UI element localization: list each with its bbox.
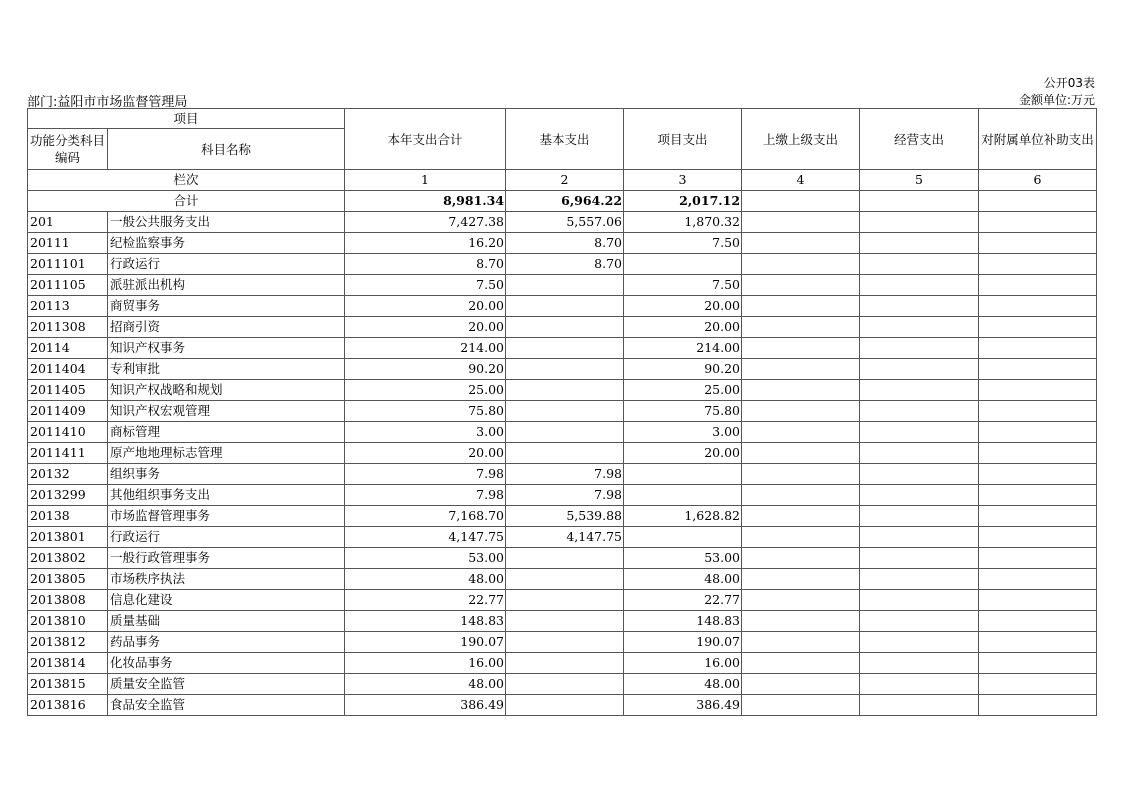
row-upper — [742, 548, 860, 569]
row-project: 90.20 — [624, 359, 742, 380]
row-name: 质量基础 — [108, 611, 345, 632]
row-basic — [506, 653, 624, 674]
row-name: 商标管理 — [108, 422, 345, 443]
row-business — [860, 254, 979, 275]
row-total: 16.20 — [345, 233, 506, 254]
row-subsidy — [979, 233, 1097, 254]
column-index-1: 1 — [345, 170, 506, 191]
row-subsidy — [979, 548, 1097, 569]
column-index-label: 栏次 — [28, 170, 345, 191]
row-name: 化妆品事务 — [108, 653, 345, 674]
row-basic: 7.98 — [506, 485, 624, 506]
row-basic — [506, 548, 624, 569]
table-row — [28, 590, 1097, 611]
row-total: 7.98 — [345, 485, 506, 506]
table-row — [28, 296, 1097, 317]
total-subsidy — [979, 191, 1097, 212]
row-basic — [506, 338, 624, 359]
row-total: 20.00 — [345, 443, 506, 464]
row-basic — [506, 317, 624, 338]
row-code: 2013802 — [28, 548, 108, 569]
row-name: 食品安全监管 — [108, 695, 345, 716]
row-upper — [742, 506, 860, 527]
table-row — [28, 443, 1097, 464]
row-business — [860, 653, 979, 674]
row-upper — [742, 233, 860, 254]
column-index-3: 3 — [624, 170, 742, 191]
row-total: 25.00 — [345, 380, 506, 401]
column-index-2: 2 — [506, 170, 624, 191]
table-row — [28, 233, 1097, 254]
table-row — [28, 317, 1097, 338]
row-total: 22.77 — [345, 590, 506, 611]
row-project: 214.00 — [624, 338, 742, 359]
column-index-6: 6 — [979, 170, 1097, 191]
row-project — [624, 527, 742, 548]
row-project: 3.00 — [624, 422, 742, 443]
row-name: 药品事务 — [108, 632, 345, 653]
row-upper — [742, 527, 860, 548]
row-code: 20111 — [28, 233, 108, 254]
total-business — [860, 191, 979, 212]
total-project: 2,017.12 — [624, 191, 742, 212]
row-subsidy — [979, 338, 1097, 359]
row-basic — [506, 695, 624, 716]
row-code: 2013812 — [28, 632, 108, 653]
row-name: 商贸事务 — [108, 296, 345, 317]
row-name: 行政运行 — [108, 254, 345, 275]
row-code: 2011105 — [28, 275, 108, 296]
row-project: 25.00 — [624, 380, 742, 401]
row-basic — [506, 674, 624, 695]
row-code: 2013299 — [28, 485, 108, 506]
row-project: 7.50 — [624, 233, 742, 254]
row-total: 75.80 — [345, 401, 506, 422]
row-code: 2011101 — [28, 254, 108, 275]
row-total: 7.98 — [345, 464, 506, 485]
row-name: 市场监督管理事务 — [108, 506, 345, 527]
row-total: 20.00 — [345, 296, 506, 317]
row-project: 16.00 — [624, 653, 742, 674]
table-row — [28, 464, 1097, 485]
header-row-1 — [28, 109, 1097, 129]
row-code: 2011308 — [28, 317, 108, 338]
row-subsidy — [979, 611, 1097, 632]
row-upper — [742, 674, 860, 695]
row-total: 190.07 — [345, 632, 506, 653]
row-business — [860, 674, 979, 695]
table-row — [28, 422, 1097, 443]
table-row — [28, 653, 1097, 674]
row-code: 20138 — [28, 506, 108, 527]
row-business — [860, 317, 979, 338]
row-code: 2013815 — [28, 674, 108, 695]
row-project — [624, 485, 742, 506]
row-subsidy — [979, 422, 1097, 443]
table-row — [28, 611, 1097, 632]
row-business — [860, 401, 979, 422]
row-project — [624, 464, 742, 485]
row-upper — [742, 401, 860, 422]
row-code: 2013808 — [28, 590, 108, 611]
row-subsidy — [979, 695, 1097, 716]
row-project: 20.00 — [624, 317, 742, 338]
row-total: 90.20 — [345, 359, 506, 380]
header-code: 功能分类科目编码 — [28, 129, 108, 170]
row-subsidy — [979, 254, 1097, 275]
row-subsidy — [979, 296, 1097, 317]
row-business — [860, 233, 979, 254]
table-row — [28, 338, 1097, 359]
table-row — [28, 632, 1097, 653]
row-upper — [742, 212, 860, 233]
row-total: 7,168.70 — [345, 506, 506, 527]
row-subsidy — [979, 401, 1097, 422]
total-row — [28, 191, 1097, 212]
row-project: 20.00 — [624, 443, 742, 464]
row-name: 一般公共服务支出 — [108, 212, 345, 233]
row-total: 7.50 — [345, 275, 506, 296]
row-upper — [742, 695, 860, 716]
row-name: 招商引资 — [108, 317, 345, 338]
row-basic — [506, 590, 624, 611]
row-upper — [742, 317, 860, 338]
table-row — [28, 569, 1097, 590]
header-project-group: 项目 — [28, 109, 345, 129]
row-upper — [742, 296, 860, 317]
row-name: 信息化建设 — [108, 590, 345, 611]
row-upper — [742, 632, 860, 653]
row-name: 一般行政管理事务 — [108, 548, 345, 569]
row-upper — [742, 590, 860, 611]
row-project: 148.83 — [624, 611, 742, 632]
row-subsidy — [979, 359, 1097, 380]
row-code: 20132 — [28, 464, 108, 485]
row-basic: 7.98 — [506, 464, 624, 485]
header-upper: 上缴上级支出 — [742, 109, 860, 170]
row-total: 20.00 — [345, 317, 506, 338]
row-business — [860, 485, 979, 506]
row-project: 386.49 — [624, 695, 742, 716]
row-name: 行政运行 — [108, 527, 345, 548]
row-code: 2013805 — [28, 569, 108, 590]
row-total: 148.83 — [345, 611, 506, 632]
table-row — [28, 506, 1097, 527]
row-basic: 4,147.75 — [506, 527, 624, 548]
row-project: 7.50 — [624, 275, 742, 296]
row-business — [860, 275, 979, 296]
row-basic: 8.70 — [506, 233, 624, 254]
row-basic — [506, 632, 624, 653]
header-total: 本年支出合计 — [345, 109, 506, 170]
row-basic: 5,539.88 — [506, 506, 624, 527]
row-subsidy — [979, 212, 1097, 233]
row-name: 纪检监察事务 — [108, 233, 345, 254]
row-code: 2011410 — [28, 422, 108, 443]
row-basic — [506, 296, 624, 317]
row-total: 4,147.75 — [345, 527, 506, 548]
total-basic: 6,964.22 — [506, 191, 624, 212]
table-row — [28, 527, 1097, 548]
row-basic — [506, 359, 624, 380]
row-subsidy — [979, 485, 1097, 506]
row-subsidy — [979, 653, 1097, 674]
column-index-4: 4 — [742, 170, 860, 191]
row-name: 知识产权宏观管理 — [108, 401, 345, 422]
row-name: 派驻派出机构 — [108, 275, 345, 296]
table-row — [28, 212, 1097, 233]
row-basic — [506, 611, 624, 632]
row-name: 原产地地理标志管理 — [108, 443, 345, 464]
row-basic — [506, 422, 624, 443]
row-business — [860, 506, 979, 527]
row-basic: 5,557.06 — [506, 212, 624, 233]
row-upper — [742, 380, 860, 401]
row-name: 其他组织事务支出 — [108, 485, 345, 506]
header-name: 科目名称 — [108, 129, 345, 170]
row-code: 20113 — [28, 296, 108, 317]
row-business — [860, 380, 979, 401]
row-code: 2013816 — [28, 695, 108, 716]
row-name: 知识产权事务 — [108, 338, 345, 359]
row-business — [860, 527, 979, 548]
row-project — [624, 254, 742, 275]
row-business — [860, 296, 979, 317]
row-code: 2013814 — [28, 653, 108, 674]
row-code: 2011409 — [28, 401, 108, 422]
row-total: 214.00 — [345, 338, 506, 359]
table-row — [28, 401, 1097, 422]
row-total: 16.00 — [345, 653, 506, 674]
total-upper — [742, 191, 860, 212]
amount-unit-label: 金额单位:万元 — [1018, 93, 1095, 107]
row-upper — [742, 359, 860, 380]
department-label: 部门:益阳市市场监督管理局 — [27, 95, 188, 110]
row-project: 48.00 — [624, 674, 742, 695]
row-subsidy — [979, 443, 1097, 464]
row-project: 1,628.82 — [624, 506, 742, 527]
row-upper — [742, 422, 860, 443]
row-upper — [742, 569, 860, 590]
table-row — [28, 359, 1097, 380]
row-business — [860, 695, 979, 716]
row-business — [860, 464, 979, 485]
row-total: 48.00 — [345, 569, 506, 590]
table-row — [28, 380, 1097, 401]
header-business: 经营支出 — [860, 109, 979, 170]
row-code: 2013801 — [28, 527, 108, 548]
column-index-5: 5 — [860, 170, 979, 191]
row-name: 质量安全监管 — [108, 674, 345, 695]
row-subsidy — [979, 275, 1097, 296]
row-total: 53.00 — [345, 548, 506, 569]
row-code: 2013810 — [28, 611, 108, 632]
row-total: 7,427.38 — [345, 212, 506, 233]
row-name: 专利审批 — [108, 359, 345, 380]
table-row — [28, 254, 1097, 275]
row-basic — [506, 443, 624, 464]
row-subsidy — [979, 317, 1097, 338]
header-subsidy: 对附属单位补助支出 — [979, 109, 1097, 170]
total-sum: 8,981.34 — [345, 191, 506, 212]
row-business — [860, 359, 979, 380]
row-subsidy — [979, 527, 1097, 548]
total-label: 合计 — [28, 191, 345, 212]
row-business — [860, 611, 979, 632]
row-project: 1,870.32 — [624, 212, 742, 233]
row-project: 48.00 — [624, 569, 742, 590]
row-upper — [742, 485, 860, 506]
row-business — [860, 422, 979, 443]
table-row — [28, 548, 1097, 569]
row-basic — [506, 569, 624, 590]
row-basic: 8.70 — [506, 254, 624, 275]
row-upper — [742, 464, 860, 485]
row-total: 3.00 — [345, 422, 506, 443]
row-name: 组织事务 — [108, 464, 345, 485]
row-business — [860, 212, 979, 233]
table-row — [28, 674, 1097, 695]
row-upper — [742, 338, 860, 359]
row-total: 386.49 — [345, 695, 506, 716]
row-subsidy — [979, 569, 1097, 590]
header-basic: 基本支出 — [506, 109, 624, 170]
row-subsidy — [979, 674, 1097, 695]
row-subsidy — [979, 506, 1097, 527]
row-total: 48.00 — [345, 674, 506, 695]
row-business — [860, 548, 979, 569]
row-upper — [742, 611, 860, 632]
row-code: 2011405 — [28, 380, 108, 401]
row-upper — [742, 254, 860, 275]
row-subsidy — [979, 632, 1097, 653]
row-basic — [506, 401, 624, 422]
row-name: 市场秩序执法 — [108, 569, 345, 590]
row-code: 20114 — [28, 338, 108, 359]
row-business — [860, 338, 979, 359]
column-index-row — [28, 170, 1097, 191]
row-project: 20.00 — [624, 296, 742, 317]
row-project: 75.80 — [624, 401, 742, 422]
row-project: 22.77 — [624, 590, 742, 611]
row-project: 53.00 — [624, 548, 742, 569]
row-code: 2011404 — [28, 359, 108, 380]
table-row — [28, 695, 1097, 716]
row-business — [860, 632, 979, 653]
table-row — [28, 485, 1097, 506]
row-business — [860, 443, 979, 464]
form-number: 公开03表 — [1043, 76, 1095, 90]
row-basic — [506, 380, 624, 401]
row-subsidy — [979, 380, 1097, 401]
row-code: 201 — [28, 212, 108, 233]
row-upper — [742, 275, 860, 296]
row-business — [860, 569, 979, 590]
row-total: 8.70 — [345, 254, 506, 275]
row-business — [860, 590, 979, 611]
row-code: 2011411 — [28, 443, 108, 464]
row-basic — [506, 275, 624, 296]
header-project: 项目支出 — [624, 109, 742, 170]
row-name: 知识产权战略和规划 — [108, 380, 345, 401]
row-project: 190.07 — [624, 632, 742, 653]
row-upper — [742, 653, 860, 674]
table-row — [28, 275, 1097, 296]
expenditure-table — [27, 108, 1097, 716]
row-subsidy — [979, 590, 1097, 611]
row-upper — [742, 443, 860, 464]
row-subsidy — [979, 464, 1097, 485]
